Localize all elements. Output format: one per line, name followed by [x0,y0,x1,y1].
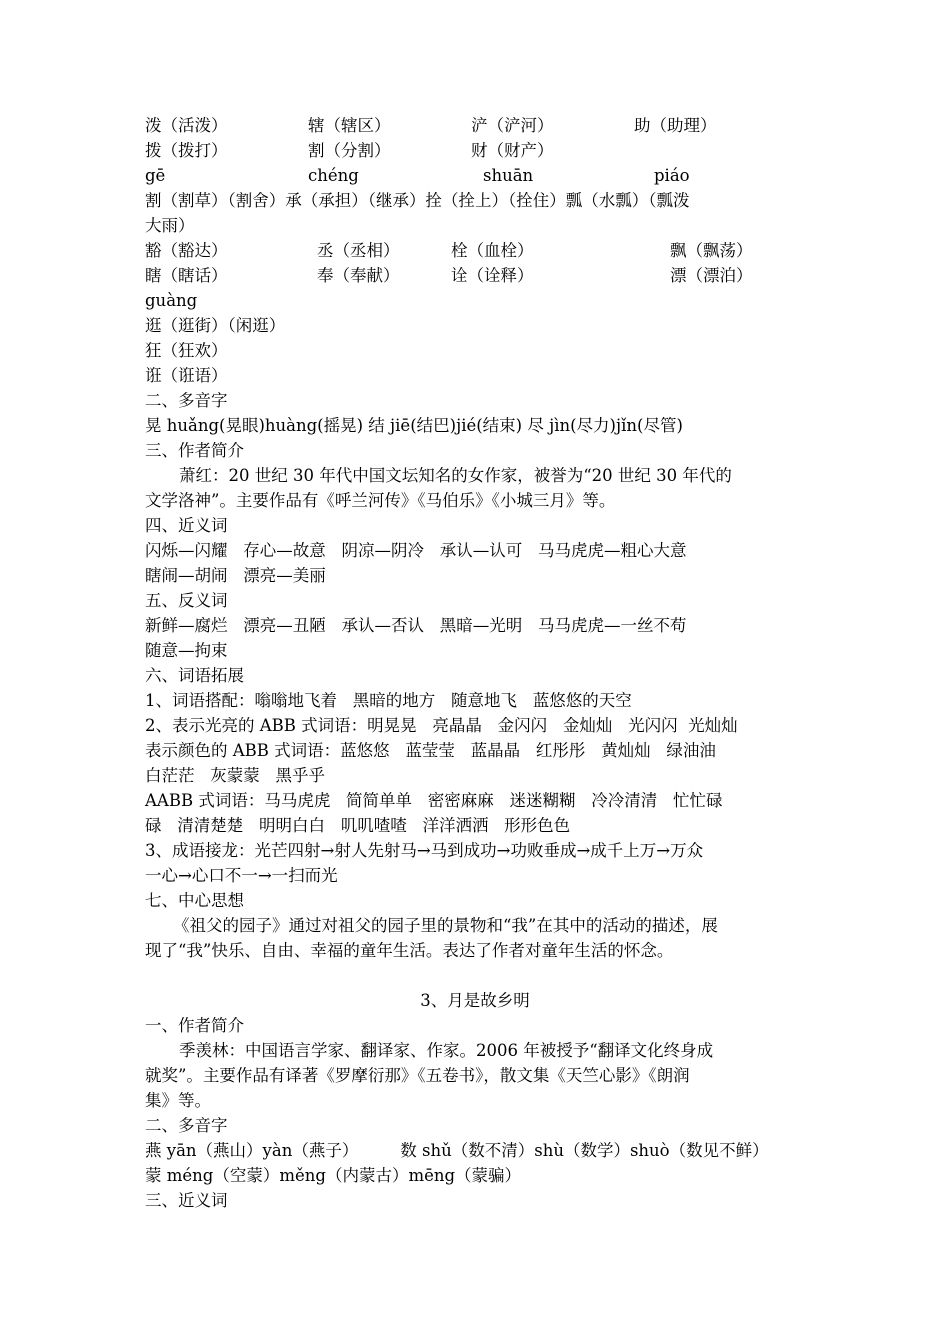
section-heading: 三、近义词 [145,1191,228,1210]
word-row [145,263,810,288]
text-line: 白茫茫 灰蒙蒙 黑乎乎 [145,766,325,785]
word-entry: 奉（奉献） [317,266,400,285]
text-line: 蒙 méng（空蒙）měng（内蒙古）mēng（蒙骗） [145,1166,522,1185]
pinyin: gē [145,166,166,185]
word-row: 逛（逛街）（闲逛） [145,316,286,335]
pinyin: chéng [308,166,359,185]
word-row [145,238,810,263]
pinyin-row [145,163,810,188]
lesson-title: 3、月是故乡明 [420,991,530,1010]
word-entry: 豁（豁达） [145,241,228,260]
word-entry: 拨（拨打） [145,141,228,160]
pinyin-row: guàng [145,291,198,310]
text-line: AABB 式词语：马马虎虎 简简单单 密密麻麻 迷迷糊糊 冷冷清清 忙忙碌 [145,791,723,810]
text-line: 燕 yān（燕山）yàn（燕子） 数 shǔ（数不清）shù（数学）shuò（数见不鲜） [145,1141,769,1160]
text-line: 瞎闹—胡闹 漂亮—美丽 [145,566,326,585]
section-heading: 六、词语拓展 [145,666,244,685]
paragraph-line: 文学洛神”。主要作品有《呼兰河传》《马伯乐》《小城三月》等。 [145,491,616,510]
word-entry: 漂（漂泊） [670,266,753,285]
word-entry: 栓（血栓） [451,241,534,260]
text-line: 1、词语搭配：嗡嗡地飞着 黑暗的地方 随意地飞 蓝悠悠的天空 [145,691,632,710]
paragraph-line: 萧红：20 世纪 30 年代中国文坛知名的女作家，被誉为“20 世纪 30 年代的 [179,466,732,485]
section-heading: 五、反义词 [145,591,228,610]
word-row [145,113,810,138]
text-line: 随意—拘束 [145,641,228,660]
pinyin: piáo [654,166,690,185]
word-entry: 辖（辖区） [308,116,391,135]
text-line: 晃 huǎng(晃眼)huàng(摇晃) 结 jiē(结巴)jié(结束) 尽 jìn(尽力)jǐn(尽管) [145,416,683,435]
text-line: 新鲜—腐烂 漂亮—丑陋 承认—否认 黑暗—光明 马马虎虎—一丝不苟 [145,616,687,635]
paragraph-line: 集》等。 [145,1091,211,1110]
word-entry: 财（财产） [471,141,554,160]
word-row: 割（割草）（割舍）承（承担）（继承）拴（拴上）（拴住）瓢（水瓢）（瓢泼 [145,191,690,210]
paragraph-line: 季羡林：中国语言学家、翻译家、作家。2006 年被授予“翻译文化终身成 [179,1041,714,1060]
paragraph-line: 《祖父的园子》通过对祖父的园子里的景物和“我”在其中的活动的描述，展 [173,916,718,935]
word-entry: 瞎（瞎话） [145,266,228,285]
word-row [145,138,810,163]
text-line: 闪烁—闪耀 存心—故意 阴凉—阴冷 承认—认可 马马虎虎—粗心大意 [145,541,687,560]
pinyin: shuān [483,166,534,185]
word-entry: 丞（丞相） [317,241,400,260]
section-heading: 七、中心思想 [145,891,244,910]
word-row: 大雨） [145,216,195,235]
word-entry: 泼（活泼） [145,116,228,135]
section-heading: 二、多音字 [145,391,228,410]
paragraph-line: 现了“我”快乐、自由、幸福的童年生活。表达了作者对童年生活的怀念。 [145,941,674,960]
section-heading: 三、作者简介 [145,441,244,460]
text-line: 2、表示光亮的 ABB 式词语：明晃晃 亮晶晶 金闪闪 金灿灿 光闪闪 光灿灿 [145,716,738,735]
word-row: 狂（狂欢） [145,341,228,360]
text-line: 一心→心口不一→一扫而光 [145,866,338,885]
word-entry: 诠（诠释） [451,266,534,285]
text-line: 表示颜色的 ABB 式词语：蓝悠悠 蓝莹莹 蓝晶晶 红彤彤 黄灿灿 绿油油 [145,741,716,760]
text-line: 3、成语接龙：光芒四射→射人先射马→马到成功→功败垂成→成千上万→万众 [145,841,704,860]
word-entry: 割（分割） [308,141,391,160]
section-heading: 一、作者简介 [145,1016,244,1035]
section-heading: 四、近义词 [145,516,228,535]
word-entry: 助（助理） [634,116,717,135]
word-entry: 浐（浐河） [471,116,554,135]
word-row: 诳（诳语） [145,366,228,385]
word-entry: 飘（飘荡） [670,241,753,260]
paragraph-line: 就奖”。主要作品有译著《罗摩衍那》《五卷书》，散文集《天竺心影》《朗润 [145,1066,690,1085]
text-line: 碌 清清楚楚 明明白白 叽叽喳喳 洋洋洒洒 形形色色 [145,816,571,835]
section-heading: 二、多音字 [145,1116,228,1135]
